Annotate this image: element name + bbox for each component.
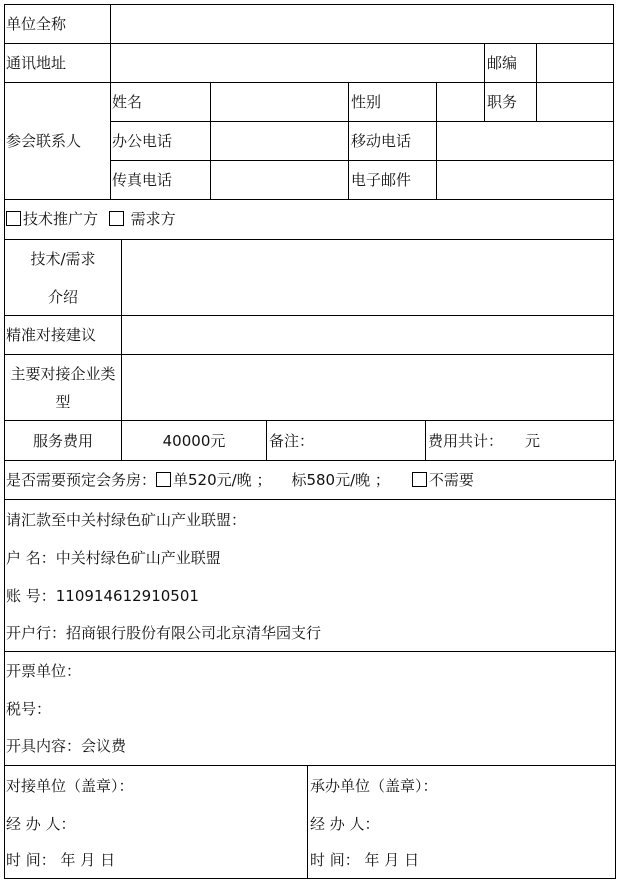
organizer-handler-label: 经 办 人： [310, 815, 380, 833]
docking-handler-label: 经 办 人： [6, 815, 76, 833]
rule [425, 420, 426, 461]
role-options [6, 209, 176, 229]
single-room-label: 单520元/晚 ； [173, 471, 272, 489]
rule [348, 82, 349, 200]
room-booking-row [6, 470, 474, 490]
rule [4, 651, 616, 652]
tech-provider-checkbox[interactable] [6, 211, 21, 226]
no-room-label: 不需要 [428, 471, 474, 489]
rule [4, 43, 614, 44]
account-number: 账 号：110914612910501 [6, 587, 199, 605]
rule [210, 82, 211, 200]
room-question: 是否需要预定会务房： [6, 471, 157, 489]
rule [484, 43, 485, 83]
rule [4, 354, 614, 355]
tech-intro-label-line1: 技术/需求 [30, 250, 96, 268]
fee-total-label [428, 431, 540, 451]
rule [4, 765, 616, 766]
fee-total-text: 费用共计： [428, 432, 504, 450]
demand-side-label: 需求方 [130, 210, 176, 228]
rule [110, 4, 111, 200]
enterprise-type-label-line1: 主要对接企业类 [10, 365, 116, 383]
unit-name-label: 单位全称 [6, 15, 67, 33]
rule [536, 43, 537, 122]
border-right [613, 4, 614, 461]
rule [4, 878, 616, 879]
rule [4, 199, 614, 200]
rule [4, 499, 616, 500]
fee-total-unit: 元 [525, 432, 541, 450]
docking-date-label: 时 间： 年 月 日 [6, 851, 116, 869]
rule [110, 121, 614, 122]
bank-name: 开户行：招商银行股份有限公司北京清华园支行 [6, 624, 322, 642]
contact-label: 参会联系人 [6, 132, 82, 150]
gender-label: 性别 [351, 93, 382, 111]
docking-unit-seal-label: 对接单位（盖章）： [6, 777, 134, 795]
rule [4, 4, 614, 5]
rule [121, 239, 122, 461]
address-label: 通讯地址 [6, 54, 67, 72]
border-right [615, 460, 616, 879]
rule [436, 82, 437, 200]
demand-side-checkbox[interactable] [109, 211, 124, 226]
rule [4, 420, 614, 421]
service-fee-amount: 40000元 [162, 432, 226, 450]
account-name: 户 名：中关村绿色矿山产业联盟 [6, 549, 221, 567]
tech-intro-label-line2: 介绍 [47, 288, 78, 306]
email-label: 电子邮件 [351, 171, 412, 189]
organizer-seal-label: 承办单位（盖章）： [310, 777, 438, 795]
organizer-date-label: 时 间： 年 月 日 [310, 851, 420, 869]
tax-number-label: 税号： [6, 700, 52, 718]
standard-room-label: 标580元/晚 ； [291, 471, 390, 489]
fax-label: 传真电话 [112, 171, 173, 189]
office-phone-label: 办公电话 [112, 132, 173, 150]
payment-intro: 请汇款至中关村绿色矿山产业联盟： [6, 511, 247, 529]
name-label: 姓名 [112, 93, 143, 111]
rule [4, 315, 614, 316]
mobile-label: 移动电话 [351, 132, 412, 150]
rule [307, 765, 308, 879]
enterprise-type-label-line2: 型 [55, 393, 71, 411]
rule [110, 160, 614, 161]
single-room-checkbox[interactable] [156, 472, 171, 487]
rule [4, 82, 614, 83]
service-fee-label: 服务费用 [32, 432, 93, 450]
remark-label: 备注： [269, 432, 315, 450]
postcode-label: 邮编 [487, 54, 518, 72]
tech-provider-label: 技术推广方 [23, 210, 99, 228]
rule [4, 239, 614, 240]
docking-suggestion-label: 精准对接建议 [6, 326, 97, 344]
no-room-checkbox[interactable] [412, 472, 427, 487]
rule [266, 420, 267, 461]
rule [4, 460, 614, 461]
invoice-unit-label: 开票单位： [6, 662, 82, 680]
position-label: 职务 [487, 93, 518, 111]
invoice-content: 开具内容：会议费 [6, 737, 127, 755]
rule [484, 82, 485, 122]
